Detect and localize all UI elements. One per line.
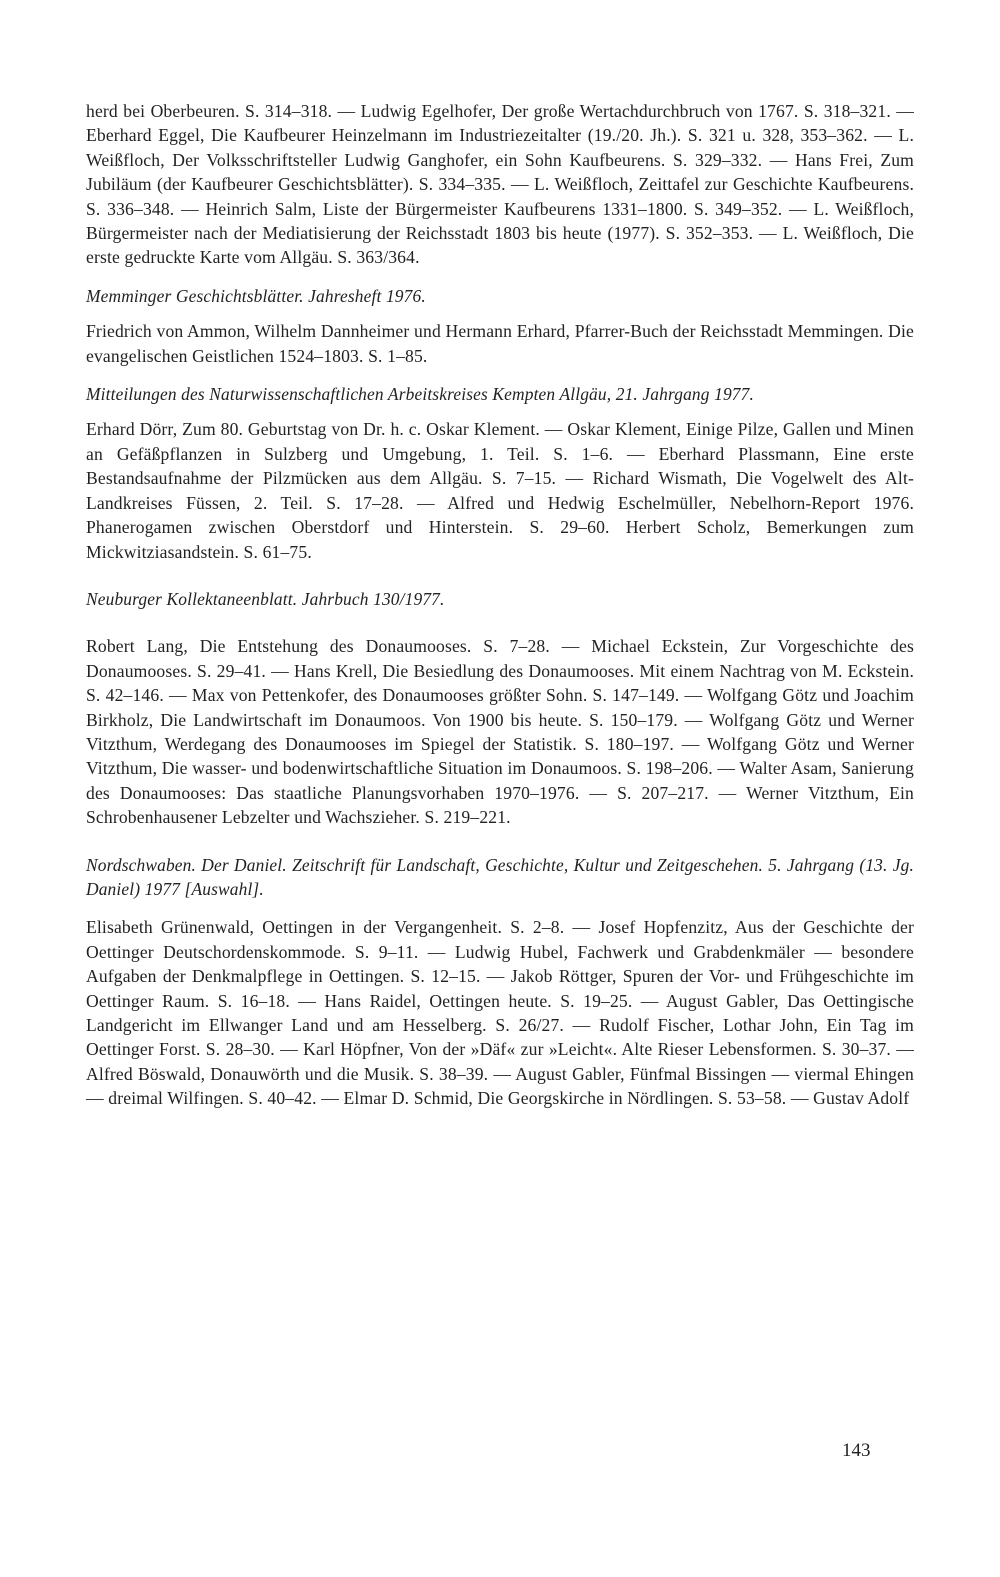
spacer <box>86 564 914 587</box>
section-body-neuburger: Robert Lang, Die Entstehung des Donaumooses. S. 7–28. — Michael Eckstein, Zur Vorgeschichte des Donaumooses. S. 29–41. — Hans Krell, Die Besiedlung des Donaumooses. Mit einem Nachtrag von M. Eckstein. S. 42–146. — Max von Pettenkofer, des Donaumooses größter Sohn. S. 147–149. — Wolfgang Götz und Joachim Birkholz, Die Landwirtschaft im Donaumoos. Von 1900 bis heute. S. 150–179. — Wolfgang Götz und Werner Vitzthum, Werdegang des Donaumooses im Spiegel der Statistik. S. 180–197. — Wolfgang Götz und Werner Vitzthum, Die wasser- und bodenwirtschaftliche Situation im Donaumoos. S. 198–206. — Walter Asam, Sanierung des Donaumooses: Das staatliche Planungsvorhaben 1970–1976. — S. 207–217. — Werner Vitzthum, Ein Schrobenhausener Lebzelter und Wachszieher. S. 219–221. <box>86 636 914 828</box>
page-number: 143 <box>842 1440 871 1461</box>
section-heading-memminger: Memminger Geschichtsblätter. Jahresheft 1976. <box>86 285 426 306</box>
section-body-nordschwaben: Elisabeth Grünenwald, Oettingen in der Vergangenheit. S. 2–8. — Josef Hopfenzitz, Aus der Geschichte der Oettinger Deutschordenskommode. S. 9–11. — Ludwig Hubel, Fachwerk und Grabdenkmäler — besondere Aufgaben der Denkmalpflege in Oettingen. S. 12–15. — Jakob Röttger, Spuren der Vor- und Frühgeschichte im Oettinger Raum. S. 16–18. — Hans Raidel, Oettingen heute. S. 19–25. — August Gabler, Das Oettingische Landgericht im Ellwanger Land und am Hesselberg. S. 26/27. — Rudolf Fischer, Lothar John, Ein Tag im Oettinger Forst. S. 28–30. — Karl Höpfner, Von der »Däf« zur »Leicht«. Alte Rieser Lebensformen. S. 30–37. — Alfred Böswald, Donauwörth und die Musik. S. 38–39. — August Gabler, Fünfmal Bissingen — viermal Ehingen — dreimal Wilfingen. S. 40–42. — Elmar D. Schmid, Die Georgskirche in Nördlingen. S. 53–58. — Gustav Adolf <box>86 917 914 1109</box>
section-body-memminger: Friedrich von Ammon, Wilhelm Dannheimer und Hermann Erhard, Pfarrer-Buch der Reichsstadt Memmingen. Die evangelischen Geistlichen 1524–1803. S. 1–85. <box>86 321 914 366</box>
spacer <box>86 901 914 915</box>
spacer <box>86 368 914 382</box>
spacer <box>86 406 914 417</box>
spacer <box>86 308 914 319</box>
spacer <box>86 270 914 284</box>
section-heading-neuburger: Neuburger Kollektaneenblatt. Jahrbuch 130/1977. <box>86 588 445 609</box>
document-page <box>86 99 914 1111</box>
section-heading-nordschwaben: Nordschwaben. Der Daniel. Zeitschrift für Landschaft, Geschichte, Kultur und Zeitgeschehen. 5. Jahrgang (13. Jg. Daniel) 1977 [Auswahl]. <box>86 854 914 899</box>
spacer <box>86 830 914 853</box>
spacer <box>86 611 914 634</box>
section-heading-kempten: Mitteilungen des Naturwissenschaftlichen Arbeitskreises Kempten Allgäu, 21. Jahrgang 1977. <box>86 384 754 405</box>
section-body-kempten: Erhard Dörr, Zum 80. Geburtstag von Dr. h. c. Oskar Klement. — Oskar Klement, Einige Pilze, Gallen und Minen an Gefäßpflanzen in Sulzberg und Umgebung, 1. Teil. S. 1–6. — Eberhard Plassmann, Eine erste Bestandsaufnahme der Pilzmücken aus dem Allgäu. S. 7–15. — Richard Wismath, Die Vogelwelt des Alt-Landkreises Füssen, 2. Teil. S. 17–28. — Alfred und Hedwig Eschelmüller, Nebelhorn-Report 1976. Phanerogamen zwischen Oberstdorf und Hinterstein. S. 29–60. Herbert Scholz, Bemerkungen zum Mickwitziasandstein. S. 61–75. <box>86 419 914 562</box>
intro-paragraph: herd bei Oberbeuren. S. 314–318. — Ludwig Egelhofer, Der große Wertachdurchbruch von 1767. S. 318–321. — Eberhard Eggel, Die Kaufbeurer Heinzelmann im Industriezeitalter (19./20. Jh.). S. 321 u. 328, 353–362. — L. Weißfloch, Der Volksschriftsteller Ludwig Ganghofer, ein Sohn Kaufbeurens. S. 329–332. — Hans Frei, Zum Jubiläum (der Kaufbeurer Geschichtsblätter). S. 334–335. — L. Weißfloch, Zeittafel zur Geschichte Kaufbeurens. S. 336–348. — Heinrich Salm, Liste der Bürgermeister Kaufbeurens 1331–1800. S. 349–352. — L. Weißfloch, Bürgermeister nach der Mediatisierung der Reichsstadt 1803 bis heute (1977). S. 352–353. — L. Weißfloch, Die erste gedruckte Karte vom Allgäu. S. 363/364. <box>86 101 914 268</box>
